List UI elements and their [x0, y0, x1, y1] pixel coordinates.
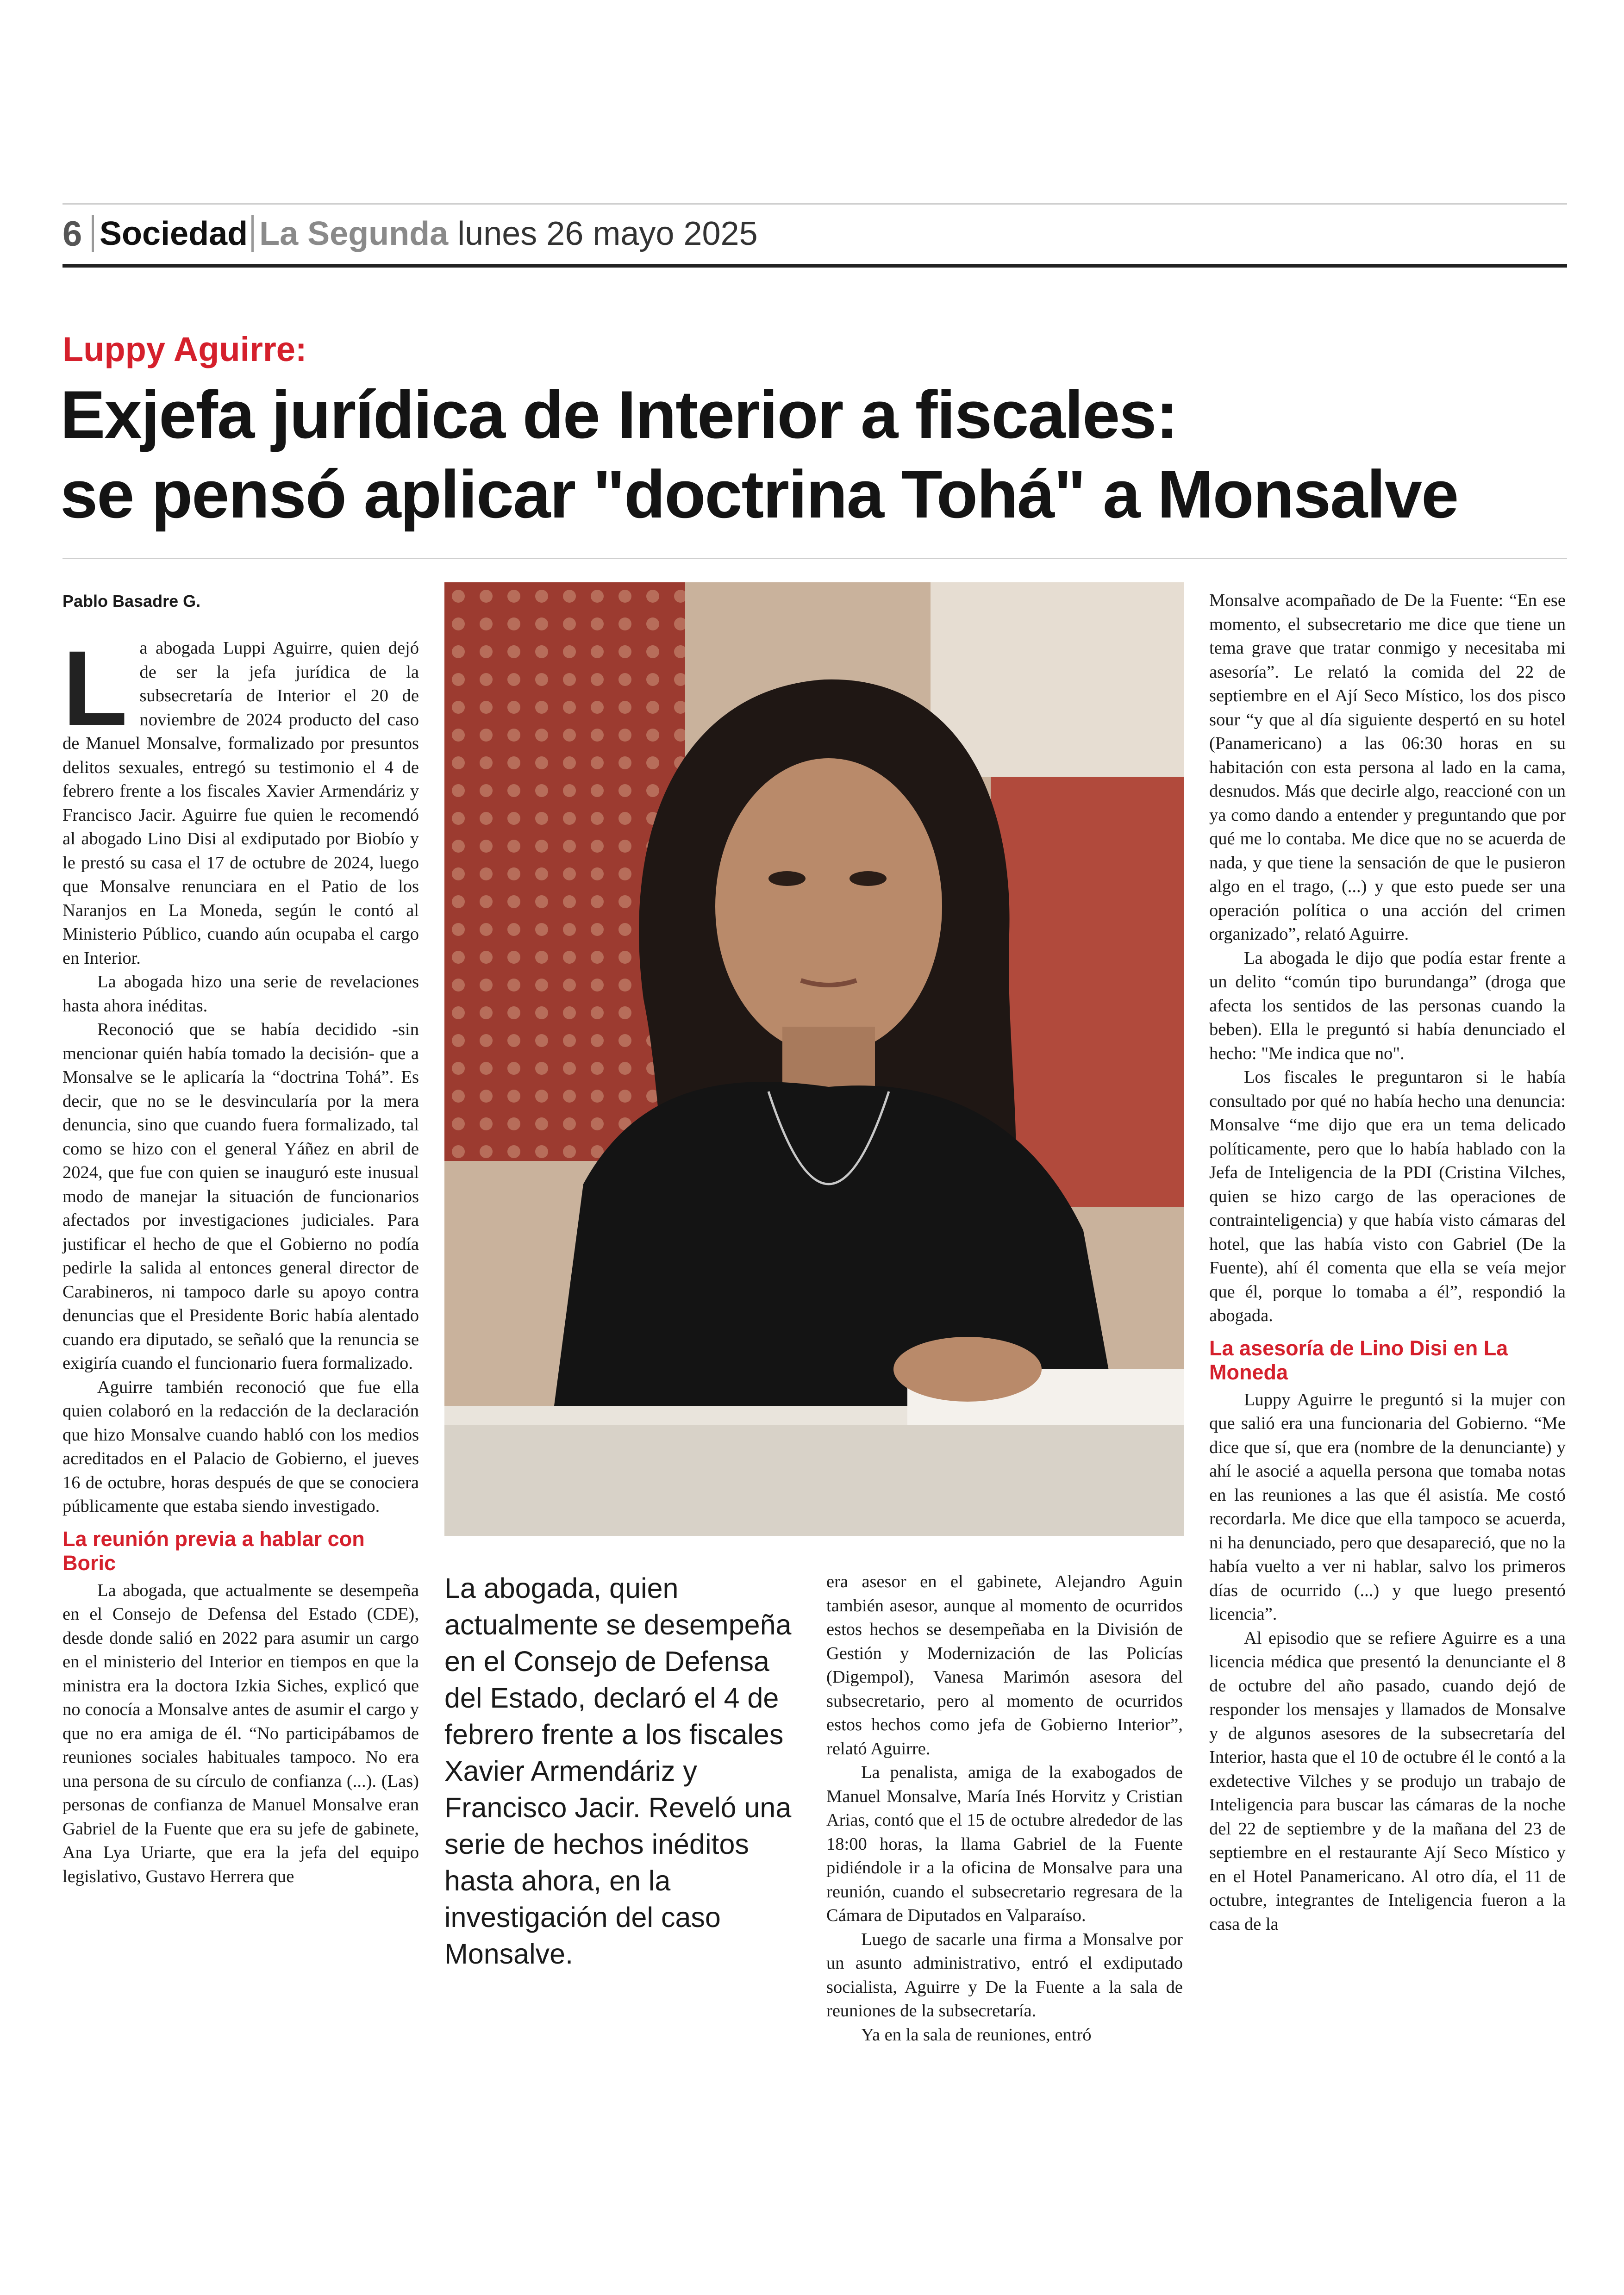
headline [60, 375, 1565, 534]
photo-caption: La abogada, quien actualmente se desempeña en el Consejo de Defensa del Estado, declaró el 4 de febrero frente a los fiscales Xavier Armendáriz y Francisco Jacir. Reveló una serie de hechos inéditos hasta ahora, en la investigación del caso Monsalve. [444, 1572, 792, 1970]
kicker: Luppy Aguirre: [62, 330, 307, 368]
article-column-2 [826, 1570, 1183, 2047]
byline: Pablo Basadre G. [62, 592, 201, 611]
header-divider [92, 215, 94, 252]
article-column-1 [62, 629, 419, 1889]
article-photo [444, 582, 1184, 1536]
top-rule [62, 203, 1567, 205]
paragraph: La abogada hizo una serie de revelaciones hasta ahora inéditas. [62, 972, 419, 1016]
headline-line: Exjefa jurídica de Interior a fiscales: [60, 377, 1178, 452]
subheading: La reunión previa a hablar con Boric [62, 1527, 365, 1575]
headline-line: se pensó aplicar "doctrina Tohá" a Monsalve [60, 456, 1458, 532]
header-rule [62, 264, 1567, 268]
page-header [62, 206, 1567, 262]
paragraph: era asesor en el gabinete, Alejandro Aguin también asesor, aunque al momento de ocurridos estos hechos se desempeñaba en la División de Gestión y Modernización de las Policías (Digempol), Vanesa Marimón asesora del subsecretario, pero al momento de ocurridos estos hechos como jefa de Gobierno Interior”, relató Aguirre. [826, 1572, 1183, 1759]
header-divider [251, 215, 254, 252]
paragraph: Ya en la sala de reuniones, entró [861, 2025, 1092, 2045]
paragraph: a abogada Luppi Aguirre, quien dejó de ser la jefa jurídica de la subsecretaría de Interior el 20 de noviembre de 2024 producto del caso de Manuel Monsalve, formalizado por presuntos delitos sexuales, entregó su testimonio el 4 de febrero frente a los fiscales Xavier Armendáriz y Francisco Jacir. Aguirre fue quien le recomendó al abogado Lino Disi al exdiputado por Biobío y le prestó su casa el 17 de octubre de 2024, luego que Monsalve renunciara en el Patio de los Naranjos en La Moneda, según le contó al Ministerio Público, cuando aún ocupaba el cargo en Interior. [62, 638, 419, 968]
drop-cap: L [62, 629, 128, 748]
issue-date: lunes 26 mayo 2025 [457, 215, 758, 252]
paragraph: Al episodio que se refiere Aguirre es a una licencia médica que presentó la denunciante el 8 de octubre del año pasado, cuando dejó de responder los mensajes y llamados de Monsalve y de algunos asesores de la subsecretaría del Interior, hasta que el 10 de octubre él le contó a la exdetective Vilches y se produjo un trabajo de Inteligencia para buscar las cámaras de la noche del 22 de septiembre y de la mañana del 23 de septiembre en el restaurante Ají Seco Místico y en el Hotel Panamericano. Al otro día, el 11 de octubre, integrantes de Inteligencia fueron a la casa de la [1209, 1628, 1566, 1934]
paragraph: La abogada le dijo que podía estar frente a un delito “común tipo burundanga” (droga que afecta los sentidos de las personas cuando la beben). Ella le preguntó si había denunciado el hecho: "Me indica que no". [1209, 948, 1566, 1063]
paragraph: Reconoció que se había decidido -sin mencionar quién había tomado la decisión- que a Monsalve se le aplicaría la “doctrina Tohá”. Es decir, que no se le desvincularía por la mera denuncia, sino que cuando fuera formalizado, tal como se hizo con el general Yáñez en abril de 2024, que fue con quien se inauguró este inusual modo de manejar la situación de funcionarios afectados por investigaciones judiciales. Para justificar el hecho de que el Gobierno no podía pedirle la salida al entonces general director de Carabineros, ni tampoco darle su apoyo contra denuncias que el Presidente Boric había alentado cuando era diputado, se señaló que la renuncia se exigiría cuando el funcionario fuera formalizado. [62, 1020, 419, 1373]
paragraph: Aguirre también reconoció que fue ella quien colaboró en la redacción de la declaración que hizo Monsalve cuando habló con los medios acreditados en el Palacio de Gobierno, el jueves 16 de octubre, horas después de que se conociera públicamente que estaba siendo investigado. [62, 1377, 419, 1516]
publication-name: La Segunda [259, 215, 449, 252]
paragraph: Monsalve acompañado de De la Fuente: “En ese momento, el subsecretario me dice que tiene un tema grave que tratar conmigo y necesitaba mi asesoría”. Le relató la comida del 22 de septiembre en el Ají Seco Místico, los dos pisco sour “y que al día siguiente despertó en su hotel (Panamericano) a las 06:30 horas en su habitación con esta persona al lado en la cama, desnudos. Más que decirle algo, reaccioné con un ya como dando a entender y preguntando que por qué me lo contaba. Me dice que no se acuerda de nada, y que tiene la sensación de que le pusieron algo en el trago, (...) y que esto puede ser una operación política o una acción del crimen organizado”, relató Aguirre. [1209, 591, 1566, 944]
headline-rule [62, 558, 1567, 559]
section-name: Sociedad [100, 215, 248, 252]
subheading: La asesoría de Lino Disi en La Moneda [1209, 1336, 1508, 1384]
portrait-illustration [444, 582, 1184, 1536]
page-number: 6 [62, 214, 82, 254]
paragraph: Luego de sacarle una firma a Monsalve por un asunto administrativo, entró el exdiputado socialista, Aguirre y De la Fuente a la sala de reuniones de la subsecretaría. [826, 1929, 1183, 2021]
paragraph: Luppy Aguirre le preguntó si la mujer con que salió era una funcionaria del Gobierno. “Me dice que sí, que era (nombre de la denunciante) y ahí le asocié a aquella persona que tomaba notas en las reuniones a las que él asistía. Me costó recordarla. Me dice que ella tampoco se acuerda, ni ha denunciado, pero que desapareció, que no la había vuelto a ver ni hablar, salvo los primeros días de ocurrido (...) y que luego presentó licencia”. [1209, 1390, 1566, 1624]
paragraph: Los fiscales le preguntaron si le había consultado por qué no había hecho una denuncia: Monsalve “me dijo que era un tema delicado políticamente, pero que lo había hablado con la Jefa de Inteligencia de la PDI (Cristina Vilches, quien se hizo cargo de las operaciones de contrainteligencia) y que había visto cámaras del hotel, que las había visto con Gabriel (De la Fuente), ahí él comenta que ella se veía mejor que él, porque lo tomaba a él”, respondió la abogada. [1209, 1067, 1566, 1325]
paragraph: La penalista, amiga de la exabogados de Manuel Monsalve, María Inés Horvitz y Cristian Arias, contó que el 15 de octubre alrededor de las 18:00 horas, la llama Gabriel de la Fuente pidiéndole ir a la oficina de Monsalve para una reunión, cuando el subsecretario regresara de la Cámara de Diputados en Valparaíso. [826, 1763, 1183, 1925]
article-column-3 [1209, 589, 1566, 1936]
paragraph: La abogada, que actualmente se desempeña en el Consejo de Defensa del Estado (CDE), desde donde salió en 2022 para asumir un cargo en el ministerio del Interior en tiempos en que la ministra era la doctora Izkia Siches, explicó que no conocía a Monsalve antes de asumir el cargo y que no era amiga de él. “No participábamos de reuniones sociales habituales tampoco. No era una persona de su círculo de confianza (...). (Las) personas de confianza de Manuel Monsalve eran Gabriel de la Fuente que era su jefe de gabinete, Ana Lya Uriarte, que era la jefa del equipo legislativo, Gustavo Herrera que [62, 1580, 419, 1886]
